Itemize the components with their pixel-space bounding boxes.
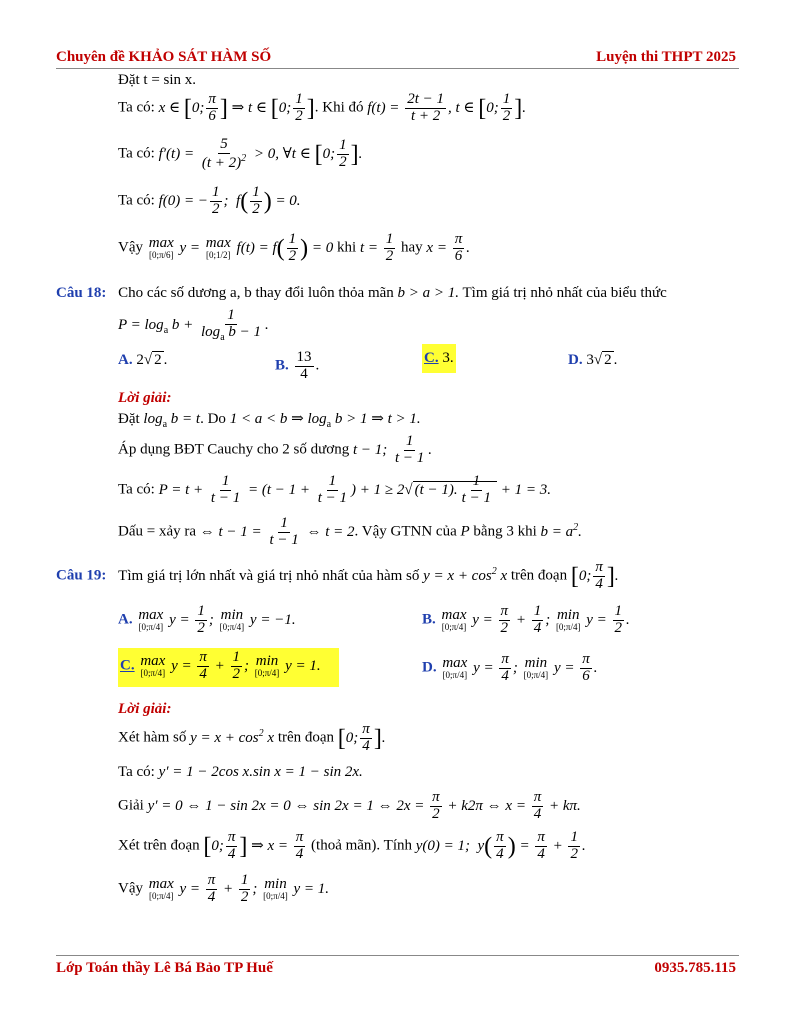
footer-rule <box>56 955 739 956</box>
q18-option-a[interactable]: A. 2√ 2 . <box>118 352 168 368</box>
q18-solution-4: Dấu = xảy ra ⇔ t − 1 = $\frac{1}{t - 1}$ ⇔ t = 2. Vậy GTNN của P bằng 3 khi $b = a^2$. <box>118 515 582 548</box>
question-18-label: Câu 18: <box>56 285 107 301</box>
q18-solution-label: Lời giải: <box>118 390 172 406</box>
q18-option-b[interactable]: B. $\frac{13}{4}$ . <box>275 349 320 382</box>
header-subtitle: Luyện thi THPT 2025 <box>596 49 736 65</box>
prev-line-1: Đặt t = sin x. <box>118 72 197 88</box>
q19-solution-1: Xét hàm số $y = x + \cos^2 x$ trên đoạn [0; $\frac{\pi}{4}$ ]. <box>118 721 386 754</box>
prev-line-2: Ta có: x ∈ [0; $\frac{\pi}{6}$ ] ⇒ t ∈ [0; $\frac{1}{2}$ ]. Khi đó f(t) = $\frac{2t - 1}{t + 2}$ , t ∈ [0; $\frac{1}{2}$ ]. <box>118 91 527 124</box>
header-rule <box>56 68 739 69</box>
q18-option-d[interactable]: D. 3√ 2 . <box>568 352 618 368</box>
q19-option-d[interactable]: D. max [0;π/4] y = $\frac{\pi}{4}$ ; min [0;π/4] y = $\frac{\pi}{6}$ . <box>422 651 598 684</box>
footer-left: Lớp Toán thầy Lê Bá Bảo TP Huế <box>56 960 273 976</box>
q19-option-c[interactable]: C. max [0;π/4] y = $\frac{\pi}{4}$ + $\frac{1}{2}$ ; min [0;π/4] y = 1. <box>118 648 339 687</box>
q19-solution-3: Giải y′ = 0 ⇔ 1 − sin 2x = 0 ⇔ sin 2x = 1 ⇔ 2x = $\frac{\pi}{2}$ + k2π ⇔ x = $\frac{\pi}{4}$ + kπ. <box>118 789 581 822</box>
q19-solution-label: Lời giải: <box>118 701 172 717</box>
prev-line-4: Ta có: f(0) = − $\frac{1}{2}$ ; f( $\frac{1}{2}$ ) = 0. <box>118 184 301 217</box>
question-19: Câu 19: Tìm giá trị lớn nhất và giá trị nhỏ nhất của hàm số $y = x + \cos^2 x$ trên đoạn [0; $\frac{\pi}{4}$ ]. <box>56 559 619 592</box>
q18-expression: $P = \log_a b$ + $\frac{1}{\log_a b - 1}$ . <box>118 307 269 343</box>
q18-solution-3: Ta có: P = t + $\frac{1}{t - 1}$ = (t − 1 + $\frac{1}{t - 1}$ ) + 1 ≥ 2√ (t − 1). $\frac{1}{t - 1}$ + 1 = 3. <box>118 473 551 506</box>
footer-phone: 0935.785.115 <box>654 960 736 976</box>
q19-solution-4: Xét trên đoạn [0; $\frac{\pi}{4}$ ] ⇒ x = $\frac{\pi}{4}$ (thoả mãn). Tính y(0) = 1; y( $\frac{\pi}{4}$ ) = $\frac{\pi}{4}$ + $\frac{1}{2}$ . <box>118 829 586 862</box>
q18-option-c[interactable]: C. 3. <box>422 344 456 373</box>
question-18: Câu 18: Cho các số dương a, b thay đổi luôn thỏa mãn b > a > 1. Tìm giá trị nhỏ nhất của biểu thức <box>56 285 667 301</box>
q19-solution-2: Ta có: y′ = 1 − 2cos x.sin x = 1 − sin 2x. <box>118 764 363 780</box>
q19-option-b[interactable]: B. max [0;π/4] y = $\frac{\pi}{2}$ + $\frac{1}{4}$ ; min [0;π/4] y = $\frac{1}{2}$ . <box>422 603 630 636</box>
prev-line-3: Ta có: f′(t) = $\frac{5}{(t + 2)^2}$ > 0, ∀t ∈ [0; $\frac{1}{2}$ ]. <box>118 136 363 171</box>
q18-solution-2: Áp dụng BĐT Cauchy cho 2 số dương t − 1; $\frac{1}{t - 1}$ . <box>118 433 433 466</box>
q19-option-a[interactable]: A. max [0;π/4] y = $\frac{1}{2}$ ; min [0;π/4] y = −1. <box>118 603 296 636</box>
q19-solution-5: Vậy max [0;π/4] y = $\frac{\pi}{4}$ + $\frac{1}{2}$ ; min [0;π/4] y = 1. <box>118 872 329 905</box>
q18-solution-1: Đặt $\log_a b = t$. Do 1 < a < b ⇒ $\log_a b > 1$ ⇒ t > 1. <box>118 411 421 430</box>
header-title: Chuyên đề KHẢO SÁT HÀM SỐ <box>56 49 272 65</box>
prev-line-5: Vậy max [0;π/6] y = max [0;1/2] f(t) = f( $\frac{1}{2}$ ) = 0 khi t = $\frac{1}{2}$ hay x = $\frac{\pi}{6}$ . <box>118 231 470 264</box>
question-19-label: Câu 19: <box>56 567 107 584</box>
